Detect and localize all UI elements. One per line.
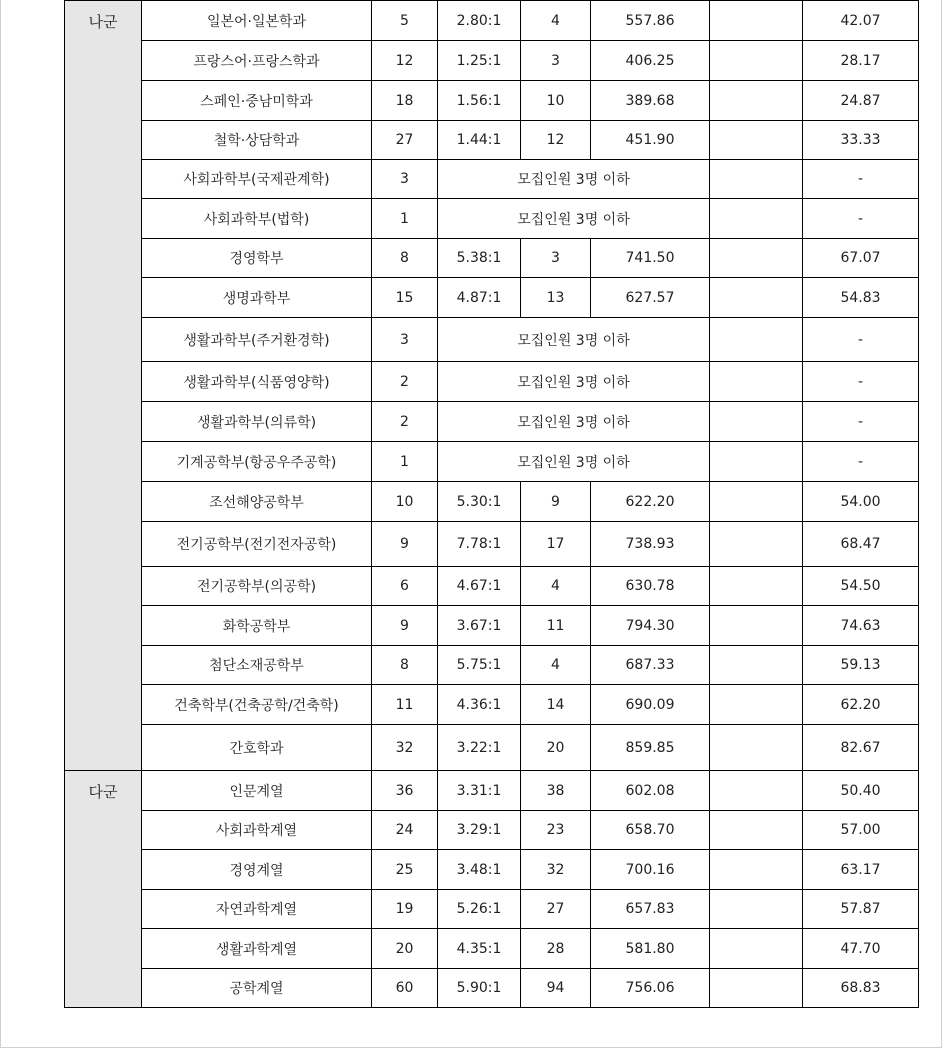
quota-value: 2 <box>372 402 438 442</box>
major-name: 생활과학계열 <box>142 929 372 969</box>
score-value: 657.83 <box>591 890 710 929</box>
blank-cell <box>710 442 803 482</box>
last-percentile: 33.33 <box>803 121 919 160</box>
blank-cell <box>710 646 803 685</box>
last-percentile: 42.07 <box>803 1 919 41</box>
table-row <box>65 318 919 362</box>
reserve-rank: 4 <box>521 646 591 685</box>
blank-cell <box>710 929 803 969</box>
quota-value: 10 <box>372 482 438 522</box>
score-value: 622.20 <box>591 482 710 522</box>
table-row <box>65 771 919 811</box>
major-name: 인문계열 <box>142 771 372 811</box>
reserve-rank: 17 <box>521 522 591 567</box>
last-percentile: - <box>803 362 919 402</box>
competition-ratio: 5.90:1 <box>438 969 521 1008</box>
score-value: 406.25 <box>591 41 710 81</box>
competition-ratio: 1.44:1 <box>438 121 521 160</box>
last-percentile: 54.00 <box>803 482 919 522</box>
table-row <box>65 646 919 685</box>
group-label: 다군 <box>65 771 142 1008</box>
blank-cell <box>710 685 803 725</box>
major-name: 전기공학부(의공학) <box>142 567 372 606</box>
blank-cell <box>710 199 803 239</box>
last-percentile: 57.87 <box>803 890 919 929</box>
score-value: 738.93 <box>591 522 710 567</box>
blank-cell <box>710 1 803 41</box>
score-value: 794.30 <box>591 606 710 646</box>
major-name: 사회과학부(국제관계학) <box>142 160 372 199</box>
reserve-rank: 28 <box>521 929 591 969</box>
reserve-rank: 4 <box>521 567 591 606</box>
score-value: 627.57 <box>591 278 710 318</box>
group-label: 나군 <box>65 1 142 771</box>
quota-value: 24 <box>372 811 438 850</box>
quota-value: 1 <box>372 199 438 239</box>
reserve-rank: 3 <box>521 239 591 278</box>
last-percentile: 50.40 <box>803 771 919 811</box>
major-name: 사회과학부(법학) <box>142 199 372 239</box>
last-percentile: 62.20 <box>803 685 919 725</box>
quota-note: 모집인원 3명 이하 <box>438 442 710 482</box>
competition-ratio: 3.29:1 <box>438 811 521 850</box>
quota-note: 모집인원 3명 이하 <box>438 199 710 239</box>
major-name: 생명과학부 <box>142 278 372 318</box>
table-row <box>65 41 919 81</box>
competition-ratio: 3.48:1 <box>438 850 521 890</box>
last-percentile: 24.87 <box>803 81 919 121</box>
last-percentile: 68.47 <box>803 522 919 567</box>
major-name: 첨단소재공학부 <box>142 646 372 685</box>
quota-value: 6 <box>372 567 438 606</box>
major-name: 전기공학부(전기전자공학) <box>142 522 372 567</box>
quota-value: 11 <box>372 685 438 725</box>
major-name: 기계공학부(항공우주공학) <box>142 442 372 482</box>
major-name: 자연과학계열 <box>142 890 372 929</box>
quota-value: 8 <box>372 646 438 685</box>
reserve-rank: 20 <box>521 725 591 771</box>
blank-cell <box>710 318 803 362</box>
major-name: 생활과학부(주거환경학) <box>142 318 372 362</box>
quota-value: 12 <box>372 41 438 81</box>
quota-value: 20 <box>372 929 438 969</box>
blank-cell <box>710 362 803 402</box>
blank-cell <box>710 482 803 522</box>
competition-ratio: 3.31:1 <box>438 771 521 811</box>
competition-ratio: 2.80:1 <box>438 1 521 41</box>
table-row <box>65 725 919 771</box>
blank-cell <box>710 811 803 850</box>
table-row <box>65 482 919 522</box>
last-percentile: 63.17 <box>803 850 919 890</box>
blank-cell <box>710 278 803 318</box>
competition-ratio: 4.87:1 <box>438 278 521 318</box>
table-row <box>65 442 919 482</box>
score-value: 602.08 <box>591 771 710 811</box>
table-row <box>65 606 919 646</box>
major-name: 경영계열 <box>142 850 372 890</box>
competition-ratio: 4.35:1 <box>438 929 521 969</box>
table-body <box>65 1 919 1008</box>
score-value: 700.16 <box>591 850 710 890</box>
competition-ratio: 5.26:1 <box>438 890 521 929</box>
quota-note: 모집인원 3명 이하 <box>438 318 710 362</box>
quota-value: 1 <box>372 442 438 482</box>
score-value: 741.50 <box>591 239 710 278</box>
reserve-rank: 23 <box>521 811 591 850</box>
last-percentile: 28.17 <box>803 41 919 81</box>
last-percentile: 82.67 <box>803 725 919 771</box>
last-percentile: 57.00 <box>803 811 919 850</box>
table-row <box>65 685 919 725</box>
quota-value: 9 <box>372 522 438 567</box>
competition-ratio: 7.78:1 <box>438 522 521 567</box>
score-value: 658.70 <box>591 811 710 850</box>
blank-cell <box>710 567 803 606</box>
competition-ratio: 5.75:1 <box>438 646 521 685</box>
score-value: 557.86 <box>591 1 710 41</box>
quota-value: 3 <box>372 318 438 362</box>
reserve-rank: 38 <box>521 771 591 811</box>
blank-cell <box>710 239 803 278</box>
major-name: 화학공학부 <box>142 606 372 646</box>
competition-ratio: 1.56:1 <box>438 81 521 121</box>
table-row <box>65 278 919 318</box>
reserve-rank: 11 <box>521 606 591 646</box>
major-name: 철학·상담학과 <box>142 121 372 160</box>
last-percentile: 54.83 <box>803 278 919 318</box>
major-name: 일본어·일본학과 <box>142 1 372 41</box>
last-percentile: 54.50 <box>803 567 919 606</box>
score-value: 451.90 <box>591 121 710 160</box>
blank-cell <box>710 969 803 1008</box>
major-name: 스페인·중남미학과 <box>142 81 372 121</box>
table-row <box>65 567 919 606</box>
table-row <box>65 522 919 567</box>
reserve-rank: 27 <box>521 890 591 929</box>
quota-value: 5 <box>372 1 438 41</box>
table-row <box>65 890 919 929</box>
quota-value: 2 <box>372 362 438 402</box>
major-name: 조선해양공학부 <box>142 482 372 522</box>
table-row <box>65 81 919 121</box>
quota-value: 36 <box>372 771 438 811</box>
major-name: 사회과학계열 <box>142 811 372 850</box>
quota-note: 모집인원 3명 이하 <box>438 160 710 199</box>
competition-ratio: 3.67:1 <box>438 606 521 646</box>
quota-value: 27 <box>372 121 438 160</box>
reserve-rank: 4 <box>521 1 591 41</box>
table-row <box>65 850 919 890</box>
blank-cell <box>710 41 803 81</box>
quota-value: 3 <box>372 160 438 199</box>
table-row <box>65 239 919 278</box>
competition-ratio: 4.67:1 <box>438 567 521 606</box>
score-value: 687.33 <box>591 646 710 685</box>
competition-ratio: 5.38:1 <box>438 239 521 278</box>
table-row <box>65 1 919 41</box>
score-value: 581.80 <box>591 929 710 969</box>
reserve-rank: 13 <box>521 278 591 318</box>
blank-cell <box>710 850 803 890</box>
last-percentile: 67.07 <box>803 239 919 278</box>
quota-value: 18 <box>372 81 438 121</box>
last-percentile: - <box>803 199 919 239</box>
major-name: 간호학과 <box>142 725 372 771</box>
quota-value: 32 <box>372 725 438 771</box>
table-row <box>65 362 919 402</box>
score-value: 859.85 <box>591 725 710 771</box>
blank-cell <box>710 725 803 771</box>
score-value: 690.09 <box>591 685 710 725</box>
quota-value: 8 <box>372 239 438 278</box>
blank-cell <box>710 81 803 121</box>
major-name: 생활과학부(식품영양학) <box>142 362 372 402</box>
competition-ratio: 1.25:1 <box>438 41 521 81</box>
score-value: 630.78 <box>591 567 710 606</box>
last-percentile: 68.83 <box>803 969 919 1008</box>
major-name: 경영학부 <box>142 239 372 278</box>
blank-cell <box>710 402 803 442</box>
last-percentile: - <box>803 160 919 199</box>
table-row <box>65 121 919 160</box>
last-percentile: - <box>803 442 919 482</box>
reserve-rank: 3 <box>521 41 591 81</box>
last-percentile: - <box>803 318 919 362</box>
competition-ratio: 4.36:1 <box>438 685 521 725</box>
quota-value: 25 <box>372 850 438 890</box>
blank-cell <box>710 890 803 929</box>
last-percentile: 74.63 <box>803 606 919 646</box>
major-name: 생활과학부(의류학) <box>142 402 372 442</box>
quota-value: 60 <box>372 969 438 1008</box>
blank-cell <box>710 606 803 646</box>
blank-cell <box>710 160 803 199</box>
last-percentile: - <box>803 402 919 442</box>
score-value: 756.06 <box>591 969 710 1008</box>
reserve-rank: 14 <box>521 685 591 725</box>
blank-cell <box>710 771 803 811</box>
table-row <box>65 199 919 239</box>
table-row <box>65 402 919 442</box>
table-row <box>65 160 919 199</box>
reserve-rank: 9 <box>521 482 591 522</box>
quota-note: 모집인원 3명 이하 <box>438 402 710 442</box>
table-row <box>65 969 919 1008</box>
quota-value: 19 <box>372 890 438 929</box>
admission-results-table <box>64 0 919 1008</box>
reserve-rank: 10 <box>521 81 591 121</box>
blank-cell <box>710 121 803 160</box>
reserve-rank: 94 <box>521 969 591 1008</box>
blank-cell <box>710 522 803 567</box>
last-percentile: 59.13 <box>803 646 919 685</box>
major-name: 프랑스어·프랑스학과 <box>142 41 372 81</box>
competition-ratio: 5.30:1 <box>438 482 521 522</box>
reserve-rank: 32 <box>521 850 591 890</box>
table-row <box>65 811 919 850</box>
major-name: 공학계열 <box>142 969 372 1008</box>
quota-note: 모집인원 3명 이하 <box>438 362 710 402</box>
competition-ratio: 3.22:1 <box>438 725 521 771</box>
major-name: 건축학부(건축공학/건축학) <box>142 685 372 725</box>
reserve-rank: 12 <box>521 121 591 160</box>
score-value: 389.68 <box>591 81 710 121</box>
quota-value: 9 <box>372 606 438 646</box>
last-percentile: 47.70 <box>803 929 919 969</box>
table-row <box>65 929 919 969</box>
quota-value: 15 <box>372 278 438 318</box>
